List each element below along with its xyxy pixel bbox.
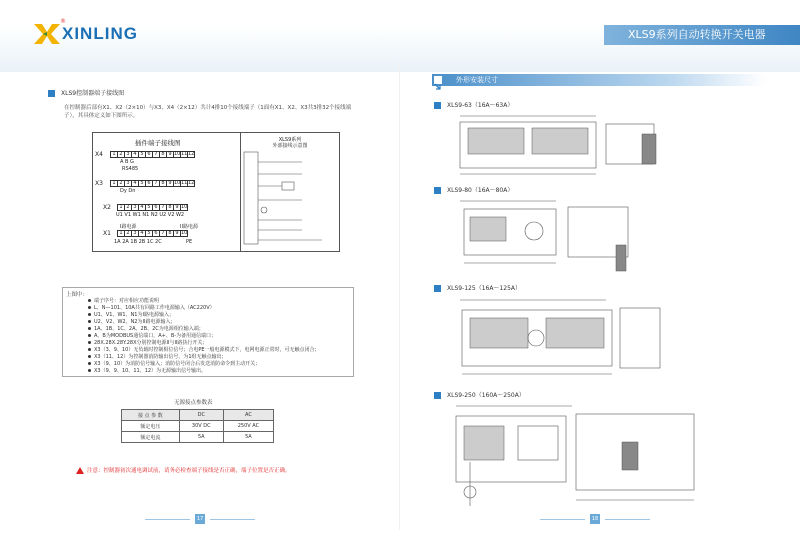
terminal-cell: 3 (131, 230, 139, 237)
terminal-cell: 6 (152, 230, 160, 237)
external-wiring-title: XLS9系列 外部接线示意图 (272, 137, 308, 149)
terminal-cell: 5 (145, 230, 153, 237)
table-header-cell: DC (179, 410, 223, 421)
terminal-cell: 7 (159, 204, 167, 211)
section-marker-icon (48, 90, 55, 97)
right-section-title: 外形安装尺寸 (456, 76, 498, 84)
row-label-x2: X2 (103, 204, 111, 211)
terminal-cell: 1 (110, 151, 118, 158)
terminal-cell: 6 (145, 151, 153, 158)
terminal-cell: 9 (166, 151, 174, 158)
wiring-schematic (242, 150, 338, 250)
page-divider (399, 60, 400, 530)
footer-line (210, 519, 255, 520)
note-item: 端子序号：对应相应功能说明 (88, 297, 159, 304)
terminal-cell: 10 (174, 180, 181, 186)
param-table (121, 409, 274, 443)
terminal-row-x1 (117, 230, 187, 237)
note-item: L、N—101、10A共有回路工作电源输入（AC220V） (88, 304, 215, 311)
row-sub-x1: 1A 2A 1B 2B 1C 2C (114, 239, 162, 245)
model-title-4: XLS9-250（160A～250A） (434, 390, 525, 399)
note-item: 1A、1B、1C、2A、2B、2C为电源相位输入端； (88, 325, 204, 332)
model-title-1: XLS9-63（16A～63A） (434, 100, 513, 109)
page-number-left: 17 (196, 516, 204, 522)
terminal-cell: 2 (124, 230, 132, 237)
terminal-cell: 2 (117, 180, 125, 187)
terminal-cell: 3 (124, 180, 132, 187)
note-item: X3（11、12）为控制器消防输出信号，为1组无触点输出； (88, 353, 227, 360)
doc-title: XLS9系列自动转换开关电器 (604, 25, 800, 45)
section-arrow-icon (434, 76, 442, 84)
terminal-cell: 1 (117, 230, 125, 237)
terminal-cell: 10 (181, 230, 188, 236)
brand-logo (34, 18, 138, 46)
terminal-cell: 4 (131, 180, 139, 187)
note-item: X3（9、9、10、11、12）为无源输出信号输出。 (88, 367, 206, 374)
table-cell: 额定电压 (122, 421, 180, 432)
table-row (122, 421, 274, 432)
terminal-cell: 7 (152, 180, 160, 187)
terminal-cell: 8 (159, 180, 167, 187)
terminal-cell: 5 (138, 151, 146, 158)
drawing-xls9-250 (452, 402, 712, 510)
terminal-row-x3 (110, 180, 194, 187)
model-title-3: XLS9-125（16A～125A） (434, 283, 521, 292)
terminal-cell: 2 (124, 204, 132, 211)
table-cell: 5A (223, 432, 273, 443)
terminal-cell: 6 (145, 180, 153, 187)
terminal-cell: 3 (124, 151, 132, 158)
terminal-cell: 9 (173, 204, 181, 211)
terminal-cell: 11 (181, 180, 188, 186)
notes-heading: 上图中： (66, 292, 89, 298)
row-sub-x4: A B G (120, 159, 134, 165)
row-note-source2: II路电源 (180, 224, 198, 230)
param-table-title: 无源接点参数表 (174, 400, 213, 406)
terminal-cell: 2 (117, 151, 125, 158)
footer-line (540, 519, 585, 520)
table-cell: 30V DC (179, 421, 223, 432)
logo-icon: ® (34, 22, 60, 46)
terminal-cell: 4 (131, 151, 139, 158)
table-cell: 250V AC (223, 421, 273, 432)
table-header-cell: AC (223, 410, 273, 421)
terminal-cell: 1 (110, 180, 118, 187)
terminal-cell: 9 (173, 230, 181, 237)
terminal-cell: 7 (152, 151, 160, 158)
left-section-title: XLS9控制器端子接线图 (48, 88, 124, 97)
drawing-xls9-80 (456, 197, 652, 275)
brand-name: XINLING (62, 24, 138, 43)
section-marker-icon (434, 102, 441, 109)
terminal-row-x4 (110, 151, 194, 158)
terminal-cell: 8 (166, 204, 174, 211)
row-label-x4: X4 (95, 151, 103, 158)
terminal-cell: 4 (138, 230, 146, 237)
footer-line (605, 519, 650, 520)
intro-paragraph: 在控制器后部有X1、X2（2×10）与X3、X4（2×12）共计4排10个接线端子（1面有X1、X2、X3共3排32个接线端子），其具体定义如下图所示。 (64, 105, 352, 119)
terminal-cell: 5 (138, 180, 146, 187)
model-title-2: XLS9-80（16A～80A） (434, 185, 513, 194)
terminal-cell: 5 (145, 204, 153, 211)
row-sub-x2: U1 V1 W1 N1 N2 U2 V2 W2 (116, 212, 185, 218)
row-note-pe: PE (186, 239, 193, 245)
row-label-x1: X1 (103, 230, 111, 237)
section-marker-icon (434, 285, 441, 292)
section-marker-icon (434, 187, 441, 194)
row-label-x3: X3 (95, 180, 103, 187)
terminal-cell: 8 (159, 151, 167, 158)
note-item: X3（3、9、10）无负载时控制相位信号；合电PE一般电源模式下，电网电源正常时，可无触点闭合； (88, 346, 320, 353)
terminal-cell: 10 (174, 151, 181, 157)
note-item: U1、V1、W1、N1为I路电源输入； (88, 311, 174, 318)
note-item: A、B为MODBUS通信端口，A+、B-为备用通信端口； (88, 332, 216, 339)
table-header-cell: 接 点 参 数 (122, 410, 180, 421)
section-marker-icon (434, 392, 441, 399)
terminal-cell: 8 (166, 230, 174, 237)
terminal-cell: 12 (188, 151, 195, 157)
terminal-cell: 6 (152, 204, 160, 211)
page-number-right: 18 (591, 516, 599, 522)
warning-icon (76, 467, 84, 474)
terminal-diagram-title: 插件端子接线图 (135, 139, 181, 147)
terminal-cell: 4 (138, 204, 146, 211)
terminal-cell: 9 (166, 180, 174, 187)
terminal-cell: 10 (181, 204, 188, 210)
row-note-rs485: RS485 (122, 166, 139, 172)
note-item: X3（9、10）为消防信号输入；消防信号闭合后发送消防命令到主动开关； (88, 360, 260, 367)
note-item: 28X.28X.28Y.28X分别控制电源II与II路执行开关； (88, 339, 207, 346)
terminal-cell: 12 (188, 180, 195, 186)
table-cell: 5A (179, 432, 223, 443)
table-cell: 额定电流 (122, 432, 180, 443)
table-row (122, 432, 274, 443)
terminal-cell: 3 (131, 204, 139, 211)
row-note-source1: I路电源 (120, 224, 137, 230)
note-item: U2、V2、W2、N2为II路电源输入； (88, 318, 175, 325)
terminal-cell: 7 (159, 230, 167, 237)
row-sub-x3: Dy Dn (120, 188, 136, 194)
footer-line (145, 519, 190, 520)
terminal-cell: 1 (117, 204, 125, 211)
drawing-xls9-63 (456, 112, 666, 178)
terminal-cell: 11 (181, 151, 188, 157)
drawing-xls9-125 (456, 296, 666, 382)
terminal-row-x2 (117, 204, 187, 211)
warning-note: 注意：控制器初次通电调试前，请务必检查端子接线是否正确，端子位置是否正确。 (76, 466, 291, 474)
table-header-row (122, 410, 274, 421)
